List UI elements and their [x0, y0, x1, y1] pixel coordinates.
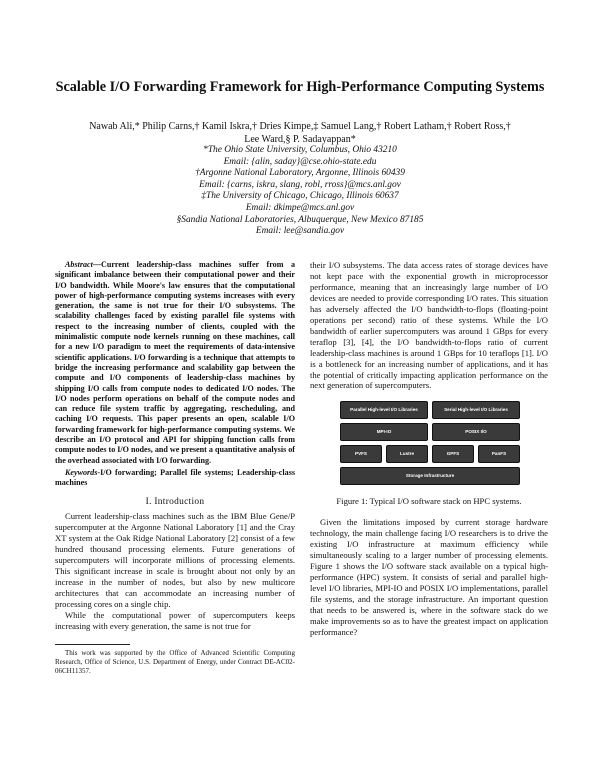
panfs-box: PanFS — [478, 445, 520, 463]
posix-io-box: POSIX I/O — [432, 423, 520, 441]
intro-paragraph-1: Current leadership-class machines such as the IBM Blue Gene/P supercomputer at the Argonne National Laboratory [1] and the Cray XT system at the Oak Ridge National Laboratory [2] consist of a few hundred thousand processing elements. Future generations of supercomputers will incorporate millions of processing elements. This significant increase in scale is brought about not only by an increase in the number of nodes, but also by new multicore architectures that can accommodate an increasing number of processing cores on a single chip. — [55, 511, 295, 610]
keywords-label: Keywords — [65, 467, 98, 477]
right-column — [310, 260, 548, 638]
affiliations — [0, 145, 600, 238]
keywords — [55, 468, 295, 489]
pvfs-box: PVFS — [340, 445, 382, 463]
email-sandia: Email: lee@sandia.gov — [255, 226, 345, 237]
abstract-text: —Current leadership-class machines suffer from a significant imbalance between their computational power and their I/O bandwidth. While Moore's law ensures that the computational power of high-performance computing systems increases with every generation, the same is not true for their I/O subsystems. The scalability challenges faced by existing parallel file systems with respect to the increasing number of clients, coupled with the minimalistic compute node kernels running on these machines, call for a new I/O paradigm to meet the requirements of data-intensive scientific applications. I/O forwarding is a technique that attempts to bridge the increasing performance and scalability gap between the compute and I/O components of leadership-class machines by shipping I/O calls from compute nodes to dedicated I/O nodes. The I/O nodes perform operations on behalf of the compute nodes and can reduce file system traffic by aggregating, rescheduling, and caching I/O requests. This paper presents an open, scalable I/O forwarding framework for high-performance computing systems. We describe an I/O protocol and API for shipping function calls from compute nodes to I/O nodes, and we present a quantitative analysis of the overhead associated with I/O forwarding. — [55, 260, 295, 465]
abstract-label: Abstract — [65, 260, 93, 269]
parallel-hl-io-box: Parallel High-level I/O Libraries — [340, 401, 428, 419]
left-column — [55, 260, 295, 677]
paper-title: Scalable I/O Forwarding Framework for High-Performance Computing Systems — [55, 79, 545, 95]
footnote: This work was supported by the Office of Advanced Scientific Computing Research, Office of Science, U.S. Department of Energy, under Contract DE-AC02-06CH11357. — [55, 648, 295, 676]
author-list — [0, 121, 600, 146]
section-heading-introduction: I. Introduction — [145, 496, 205, 507]
intro-paragraph-2: While the computational power of supercomputers keeps increasing with every generation, the same is not true for — [55, 610, 295, 632]
storage-infrastructure-box: Storage Infrastructure — [340, 467, 520, 485]
figure-caption: Figure 1: Typical I/O software stack on HPC systems. — [336, 496, 522, 507]
footnote-rule — [55, 644, 130, 645]
affiliation-sandia: §Sandia National Laboratories, Albuquerque, New Mexico 87185 — [176, 214, 424, 225]
affiliation-anl: †Argonne National Laboratory, Argonne, Illinois 60439 — [195, 168, 405, 179]
affiliation-uchicago: ‡The University of Chicago, Chicago, Illinois 60637 — [201, 191, 399, 202]
abstract — [55, 260, 295, 466]
lustre-box: Lustre — [386, 445, 428, 463]
gpfs-box: GPFS — [432, 445, 474, 463]
email-anl: Email: {carns, iskra, slang, robl, rross}@mcs.anl.gov — [199, 179, 401, 190]
right-paragraph-1: their I/O subsystems. The data access rates of storage devices have not kept pace with the exponential growth in microprocessor performance, meaning that an increasingly large number of I/O devices are needed to provide corresponding I/O rates. This situation has adversely affected the I/O bandwidth-to-flops (floating-point operations per second) ratio of these systems. While the I/O bandwidth of earlier supercomputers was around 1 GBps for every teraflop [3], [4], the I/O bandwidth-to-flops ratio of current leadership-class machines is around 1 GBps for 10 teraflops [1]. I/O is a bottleneck for an increasing number of applications, and it has the potential of critically impacting application performance on the next generation of supercomputers. — [310, 260, 548, 391]
affiliation-osu: *The Ohio State University, Columbus, Ohio 43210 — [203, 145, 397, 155]
right-paragraph-2: Given the limitations imposed by current storage hardware technology, the main challenge facing I/O researchers is to drive the existing I/O infrastructure at maximum efficiency while simultaneously scaling to a larger number of processing elements. Figure 1 shows the I/O software stack available on a typical high-performance (HPC) system. It consists of serial and parallel high-level I/O libraries, MPI-IO and POSIX I/O implementations, parallel file systems, and the storage infrastructure. An important question that needs to be answered is, where in the software stack do we make improvements so as to have the greatest impact on application performance? — [310, 517, 548, 637]
io-stack-figure — [340, 401, 520, 485]
authors-line-1: Nawab Ali,* Philip Carns,† Kamil Iskra,† Dries Kimpe,‡ Samuel Lang,† Robert Latham,† Robert Ross,† — [89, 121, 511, 132]
mpi-io-box: MPI-IO — [340, 423, 428, 441]
email-osu: Email: {alin, saday}@cse.ohio-state.edu — [223, 156, 377, 167]
email-uchicago: Email: dkimpe@mcs.anl.gov — [245, 202, 355, 213]
keywords-text: -I/O forwarding; Parallel file systems; Leadership-class machines — [55, 467, 295, 488]
serial-hl-io-box: Serial High-level I/O Libraries — [432, 401, 520, 419]
authors-line-2: Lee Ward,§ P. Sadayappan* — [244, 133, 356, 145]
